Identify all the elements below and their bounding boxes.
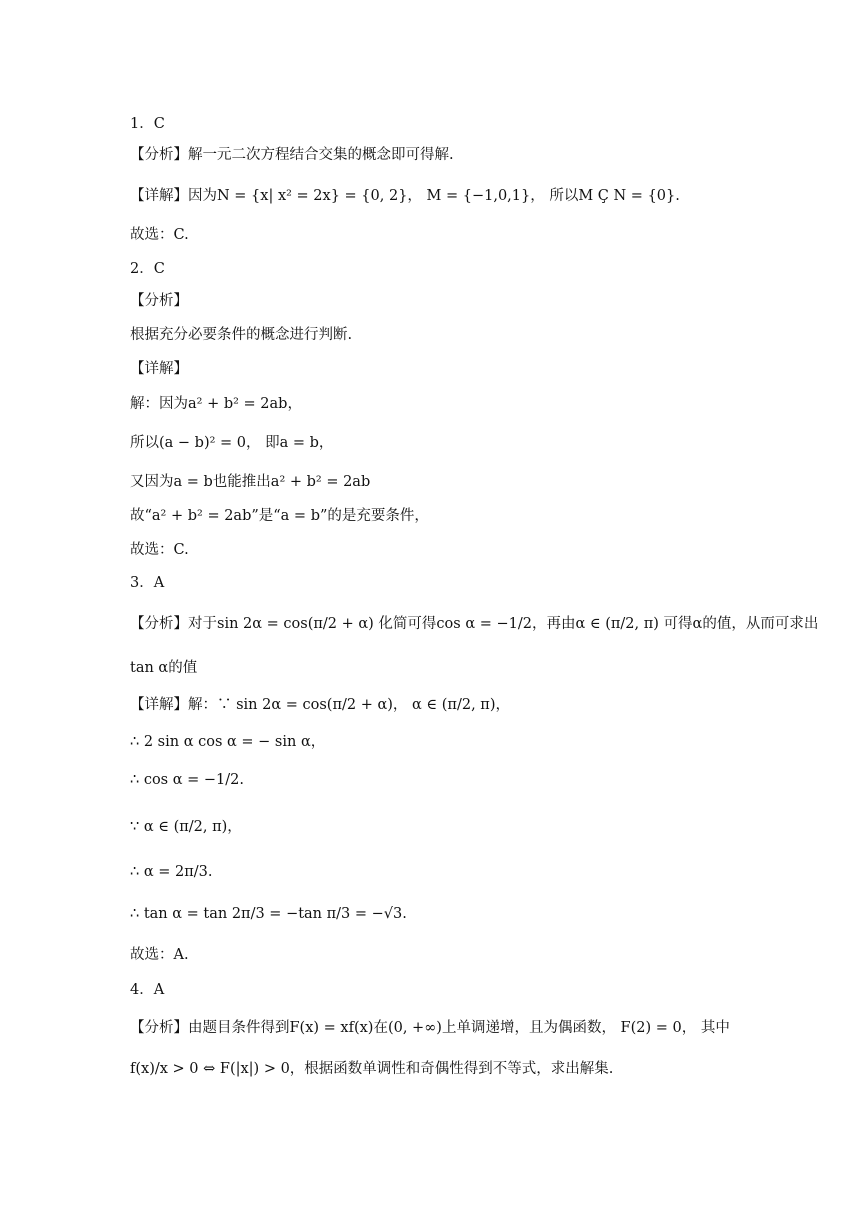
answer-3: 3．A <box>130 575 165 591</box>
answer-4: 4．A <box>130 982 165 998</box>
answer-1: 1．C <box>130 116 165 132</box>
detail-3-line-4: ∵ α ∈ (π/2, π)， <box>130 819 242 835</box>
analysis-3-cont: tan α的值 <box>130 660 198 676</box>
analysis-2: 根据充分必要条件的概念进行判断. <box>130 327 353 343</box>
analysis-4-cont: f(x)/x > 0 ⇔ F(|x|) > 0，根据函数单调性和奇偶性得到不等式，求出解集. <box>130 1061 614 1077</box>
detail-3-line-3: ∴ cos α = −1/2. <box>130 772 244 788</box>
detail-2-line-1: 解：因为a² + b² = 2ab， <box>130 396 302 412</box>
detail-2-heading: 【详解】 <box>130 361 188 377</box>
detail-3-line-5: ∴ α = 2π/3. <box>130 864 213 880</box>
choice-1: 故选：C. <box>130 227 189 243</box>
detail-1: 【详解】因为N = {x| x² = 2x} = {0, 2}， M = {−1,0,1}， 所以M Ç N = {0}. <box>130 188 680 204</box>
detail-2-line-3: 又因为a = b也能推出a² + b² = 2ab <box>130 474 371 490</box>
analysis-1: 【分析】解一元二次方程结合交集的概念即可得解. <box>130 147 454 163</box>
analysis-2-heading: 【分析】 <box>130 293 188 309</box>
choice-2: 故选：C. <box>130 542 189 558</box>
analysis-4: 【分析】由题目条件得到F(x) = xf(x)在(0, +∞)上单调递增，且为偶函数， F(2) = 0， 其中 <box>130 1020 730 1036</box>
detail-3-line-6: ∴ tan α = tan 2π/3 = −tan π/3 = −√3. <box>130 906 407 922</box>
detail-3-line-1: 【详解】解：∵ sin 2α = cos(π/2 + α)， α ∈ (π/2, π)， <box>130 697 510 713</box>
choice-3: 故选：A. <box>130 947 189 963</box>
detail-3-line-2: ∴ 2 sin α cos α = − sin α， <box>130 734 326 750</box>
answer-2: 2．C <box>130 261 165 277</box>
detail-2-line-4: 故“a² + b² = 2ab”是“a = b”的是充要条件， <box>130 508 429 524</box>
detail-2-line-2: 所以(a − b)² = 0， 即a = b， <box>130 435 334 451</box>
analysis-3: 【分析】对于sin 2α = cos(π/2 + α) 化简可得cos α = −1/2，再由α ∈ (π/2, π) 可得α的值，从而可求出 <box>130 616 819 632</box>
